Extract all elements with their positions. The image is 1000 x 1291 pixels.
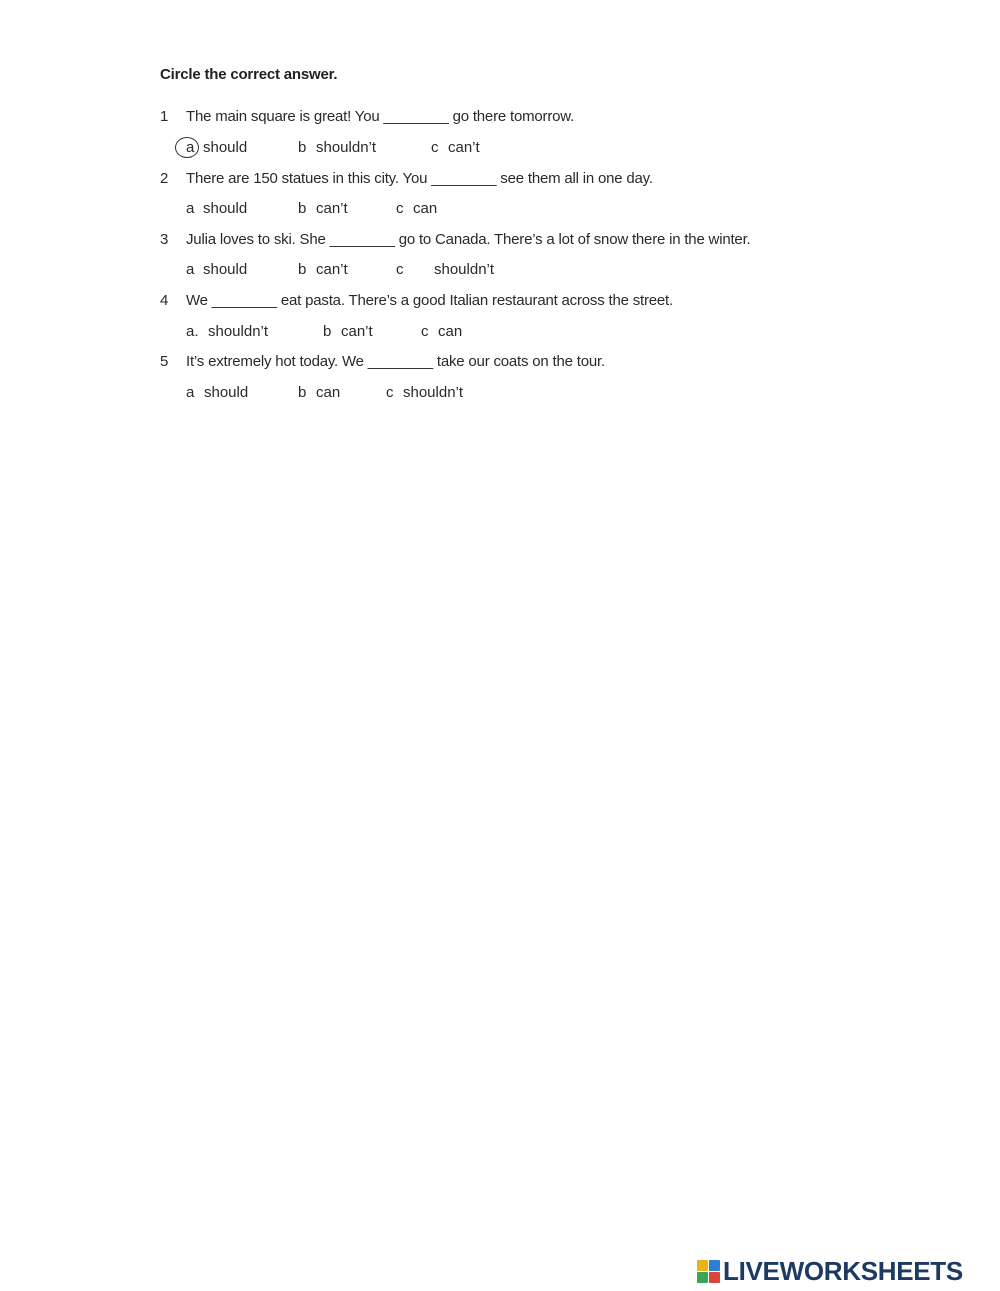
- option-c-letter: c: [396, 261, 404, 278]
- question-text: It’s extremely hot today. We ________ take our coats on the tour.: [186, 353, 605, 370]
- question-text: We ________ eat pasta. There’s a good Italian restaurant across the street.: [186, 292, 673, 309]
- options-5: [186, 384, 686, 404]
- option-b-letter: b: [298, 384, 307, 401]
- options-3: [186, 261, 686, 281]
- question-text: There are 150 statues in this city. You ________ see them all in one day.: [186, 170, 653, 187]
- option-b-letter: b: [298, 261, 307, 278]
- option-c-text[interactable]: can’t: [448, 139, 480, 156]
- option-c-letter: c: [386, 384, 394, 401]
- option-a-letter: a: [186, 261, 195, 278]
- options-1: [186, 139, 686, 159]
- logo-blocks-icon: [697, 1260, 721, 1284]
- option-b-text[interactable]: shouldn’t: [316, 139, 377, 156]
- option-a-letter: a: [186, 139, 195, 156]
- option-c-text[interactable]: can: [413, 200, 438, 217]
- option-b-letter: b: [323, 323, 332, 340]
- option-a-letter: a: [186, 384, 195, 401]
- option-a-text[interactable]: should: [203, 261, 248, 278]
- question-number: 1: [160, 108, 169, 125]
- logo-text: LIVEWORKSHEETS: [723, 1256, 963, 1286]
- question-number: 5: [160, 353, 169, 370]
- option-c-letter: c: [396, 200, 404, 217]
- liveworksheets-logo: [697, 1256, 995, 1286]
- logo-block-v: [697, 1272, 708, 1283]
- question-number: 3: [160, 231, 169, 248]
- option-c-text[interactable]: shouldn’t: [434, 261, 495, 278]
- option-a-text[interactable]: should: [203, 139, 248, 156]
- option-b-text[interactable]: can’t: [316, 261, 348, 278]
- option-b-text[interactable]: can’t: [316, 200, 348, 217]
- question-number: 2: [160, 170, 169, 187]
- option-a-letter: a: [186, 200, 195, 217]
- option-a-text[interactable]: should: [204, 384, 249, 401]
- logo-block-i: [709, 1260, 720, 1271]
- option-c-letter: c: [431, 139, 439, 156]
- options-2: [186, 200, 686, 220]
- option-b-letter: b: [298, 200, 307, 217]
- option-c-letter: c: [421, 323, 429, 340]
- option-a-text[interactable]: shouldn’t: [208, 323, 269, 340]
- option-a-letter: a.: [186, 323, 199, 340]
- option-b-letter: b: [298, 139, 307, 156]
- option-a-text[interactable]: should: [203, 200, 248, 217]
- option-b-text[interactable]: can’t: [341, 323, 373, 340]
- option-c-text[interactable]: shouldn’t: [403, 384, 464, 401]
- question-text: The main square is great! You ________ go there tomorrow.: [186, 108, 575, 125]
- instruction-heading: Circle the correct answer.: [160, 66, 338, 83]
- options-4: [186, 323, 686, 343]
- logo-block-e: [709, 1272, 720, 1283]
- logo-block-l: [697, 1260, 708, 1271]
- question-text: Julia loves to ski. She ________ go to Canada. There’s a lot of snow there in the winter.: [186, 231, 751, 248]
- option-b-text[interactable]: can: [316, 384, 341, 401]
- question-number: 4: [160, 292, 169, 309]
- option-c-text[interactable]: can: [438, 323, 463, 340]
